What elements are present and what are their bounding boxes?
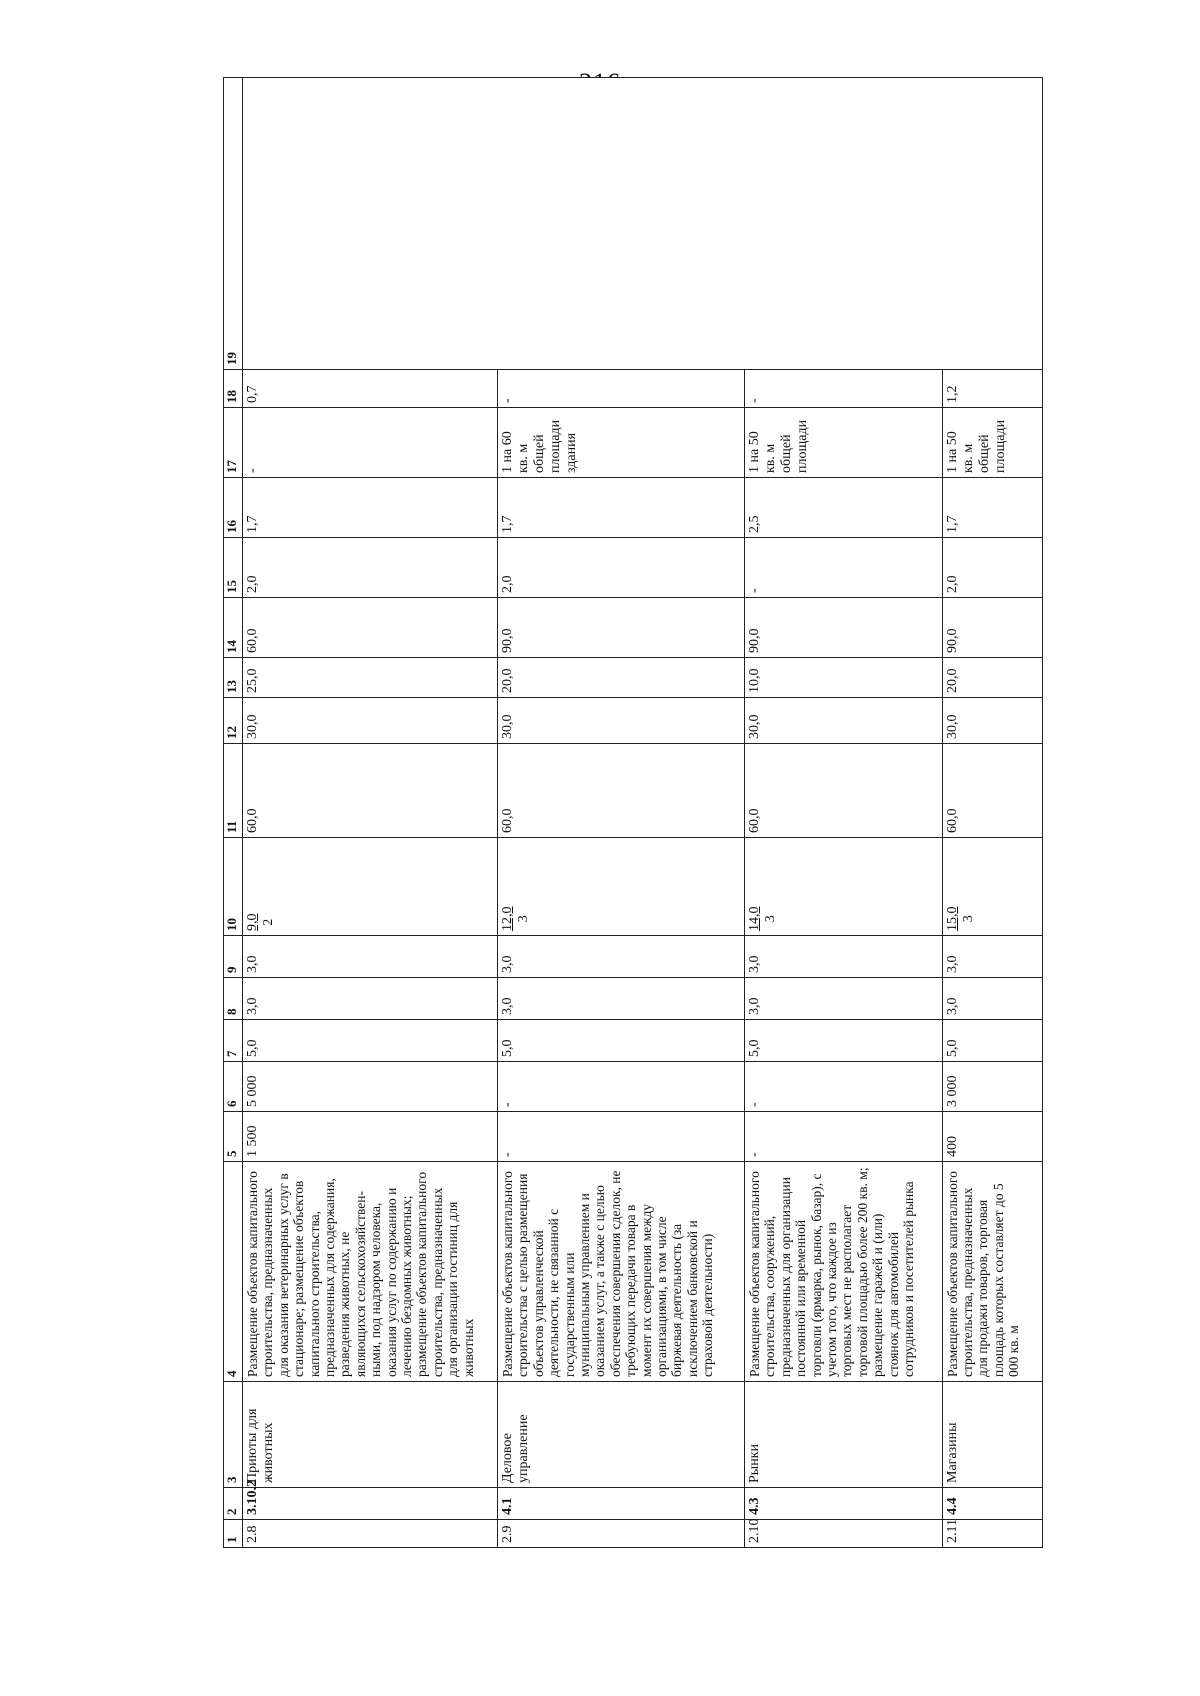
row-number: 2.9 — [497, 1520, 744, 1548]
cell-c14: 90,0 — [497, 598, 744, 658]
fraction-numerator: 14,0 — [746, 906, 762, 931]
cell-c18: - — [744, 370, 942, 408]
row-number: 2.8 — [243, 1520, 498, 1548]
cell-c10 — [744, 838, 942, 936]
col-header: 16 — [224, 478, 243, 538]
fraction — [500, 907, 532, 932]
cell-c15: 2,0 — [497, 538, 744, 598]
cell-c8: 3,0 — [497, 978, 744, 1020]
col-header: 14 — [224, 598, 243, 658]
row-number: 2.11 — [942, 1520, 1042, 1548]
cell-c10 — [243, 838, 498, 936]
cell-c16: 1,7 — [243, 478, 498, 538]
cell-c18: 1,2 — [942, 370, 1042, 408]
cell-c7: 5,0 — [744, 1020, 942, 1062]
cell-c8: 3,0 — [744, 978, 942, 1020]
use-name: Приюты для животных — [243, 1382, 498, 1488]
fraction-denominator: 2 — [261, 918, 276, 926]
use-description: Размещение объектов капитального строительства, предназначенных для оказания ветеринарных услуг в стационаре; размещение объектов капитального строительства, предназначенных для содержания, разведения животных, не являющихся сельскохозяйствен-ными, под надзором человека, оказания услуг по содержанию и лечению бездомных животных; размещение объектов капитального строительства, предназначенных для организации гостиниц для животных — [243, 1162, 498, 1382]
col-header: 3 — [224, 1382, 243, 1488]
col-header: 5 — [224, 1112, 243, 1162]
cell-c16: 2,5 — [744, 478, 942, 538]
col-header: 18 — [224, 370, 243, 408]
cell-c11: 60,0 — [497, 744, 744, 838]
cell-c6: - — [744, 1062, 942, 1112]
fraction-numerator: 12,0 — [499, 906, 515, 931]
col-header: 19 — [224, 78, 243, 370]
cell-c6: - — [497, 1062, 744, 1112]
cell-c14: 90,0 — [744, 598, 942, 658]
cell-c6: 3 000 — [942, 1062, 1042, 1112]
col-header: 10 — [224, 838, 243, 936]
fraction-numerator: 9,0 — [245, 913, 260, 931]
cell-c7: 5,0 — [942, 1020, 1042, 1062]
cell-c16: 1,7 — [497, 478, 744, 538]
cell-c11: 60,0 — [744, 744, 942, 838]
col-header: 15 — [224, 538, 243, 598]
use-description: Размещение объектов капитального строительства с целью размещения объектов управленческой деятельности, не связанной с государственным или муниципальным управлением и оказанием услуг, а также с целью обеспечения совершения сделок, не требующих передачи товара в момент их совершения между организациями, в том числе биржевая деятельность (за исключением банковской и страховой деятельности) — [497, 1162, 744, 1382]
use-name: Магазины — [942, 1382, 1042, 1488]
cell-c15: 2,0 — [942, 538, 1042, 598]
use-code: 4.3 — [744, 1488, 942, 1520]
cell-c13: 20,0 — [497, 658, 744, 698]
cell-c6: 5 000 — [243, 1062, 498, 1112]
cell-c13: 20,0 — [942, 658, 1042, 698]
use-code: 4.4 — [942, 1488, 1042, 1520]
use-code: 4.1 — [497, 1488, 744, 1520]
table-row — [243, 78, 498, 1548]
cell-c19 — [243, 78, 1043, 370]
fraction-numerator: 15,0 — [944, 906, 960, 931]
col-header: 12 — [224, 698, 243, 744]
use-name: Рынки — [744, 1382, 942, 1488]
cell-c17: 1 на 50 кв. м общей площади — [744, 408, 942, 478]
fraction-denominator: 3 — [762, 915, 778, 923]
fraction-denominator: 3 — [515, 915, 531, 923]
cell-c5: 1 500 — [243, 1112, 498, 1162]
cell-c7: 5,0 — [497, 1020, 744, 1062]
cell-c9: 3,0 — [243, 936, 498, 978]
col-header: 8 — [224, 978, 243, 1020]
cell-c5: 400 — [942, 1112, 1042, 1162]
cell-c13: 25,0 — [243, 658, 498, 698]
cell-c14: 60,0 — [243, 598, 498, 658]
col-header: 13 — [224, 658, 243, 698]
col-header: 9 — [224, 936, 243, 978]
cell-c10 — [942, 838, 1042, 936]
cell-c17: - — [243, 408, 498, 478]
cell-c12: 30,0 — [744, 698, 942, 744]
cell-c12: 30,0 — [243, 698, 498, 744]
col-header: 17 — [224, 408, 243, 478]
cell-c16: 1,7 — [942, 478, 1042, 538]
col-header: 4 — [224, 1162, 243, 1382]
rotated-table-container — [223, 138, 1043, 1548]
cell-c12: 30,0 — [942, 698, 1042, 744]
cell-c17: 1 на 50 кв. м общей площади — [942, 408, 1042, 478]
cell-c9: 3,0 — [744, 936, 942, 978]
cell-c18: - — [497, 370, 744, 408]
cell-c14: 90,0 — [942, 598, 1042, 658]
col-header: 6 — [224, 1062, 243, 1112]
cell-c9: 3,0 — [497, 936, 744, 978]
cell-c17: 1 на 60 кв. м общей площади здания — [497, 408, 744, 478]
use-name: Деловое управление — [497, 1382, 744, 1488]
cell-c13: 10,0 — [744, 658, 942, 698]
zoning-parameters-table — [223, 77, 1043, 1548]
col-header: 11 — [224, 744, 243, 838]
fraction — [945, 907, 977, 932]
cell-c11: 60,0 — [942, 744, 1042, 838]
cell-c12: 30,0 — [497, 698, 744, 744]
col-header: 7 — [224, 1020, 243, 1062]
cell-c8: 3,0 — [243, 978, 498, 1020]
use-description: Размещение объектов капитального строительства, предназначенных для продажи товаров, торговая площадь которых составляет до 5 000 кв. м — [942, 1162, 1042, 1382]
cell-c11: 60,0 — [243, 744, 498, 838]
use-code: 3.10.2 — [243, 1488, 498, 1520]
fraction — [245, 914, 277, 932]
row-number: 2.10 — [744, 1520, 942, 1548]
cell-c5: - — [497, 1112, 744, 1162]
col-header: 1 — [224, 1520, 243, 1548]
fraction — [747, 907, 779, 932]
cell-c9: 3,0 — [942, 936, 1042, 978]
fraction-denominator: 3 — [960, 915, 976, 923]
cell-c10 — [497, 838, 744, 936]
col-header: 2 — [224, 1488, 243, 1520]
cell-c7: 5,0 — [243, 1020, 498, 1062]
cell-c15: 2,0 — [243, 538, 498, 598]
use-description: Размещение объектов капитального строительства, сооружений, предназначенных для организации постоянной или временной торговли (ярмарка, рынок, базар), с учетом того, что каждое из торговых мест не располагает торговой площадью более 200 кв. м; размещение гаражей и (или) стоянок для автомобилей сотрудников и посетителей рынка — [744, 1162, 942, 1382]
cell-c5: - — [744, 1112, 942, 1162]
cell-c8: 3,0 — [942, 978, 1042, 1020]
header-row — [224, 78, 243, 1548]
cell-c18: 0,7 — [243, 370, 498, 408]
cell-c15: - — [744, 538, 942, 598]
